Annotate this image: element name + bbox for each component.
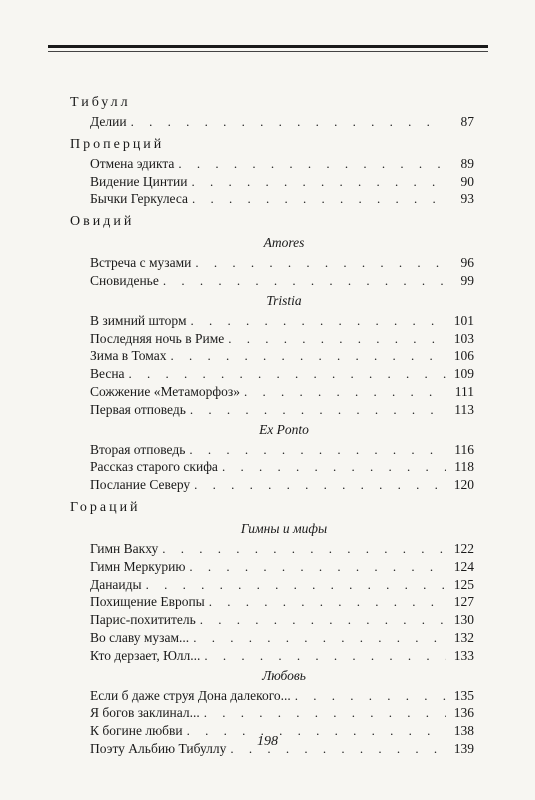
toc-entry [70, 558, 474, 576]
toc-entry [70, 113, 474, 131]
entry-title: Если б даже струя Дона далекого... [90, 687, 291, 703]
dot-leader [209, 593, 446, 611]
toc-entry [70, 347, 474, 365]
toc-entry [70, 629, 474, 647]
entry-title: Последняя ночь в Риме [90, 330, 225, 346]
author-heading: Тибулл [70, 95, 131, 110]
dot-leader [244, 383, 446, 401]
entry-page-number: 122 [453, 540, 474, 556]
dot-leader [193, 629, 446, 647]
entry-page-number: 111 [454, 383, 474, 399]
author-heading: Овидий [70, 214, 135, 230]
toc-entry [70, 476, 474, 494]
toc-entry [70, 540, 474, 558]
toc-entry [70, 401, 474, 419]
entry-title: Парис-похититель [90, 612, 196, 628]
entry-page-number: 138 [453, 723, 474, 739]
dot-leader [146, 576, 446, 594]
entry-page-number: 106 [453, 348, 474, 364]
dot-leader [190, 312, 446, 330]
entry-page-number: 118 [454, 459, 474, 475]
dot-leader [195, 254, 446, 272]
entry-title: Делии [90, 114, 127, 129]
entry-page-number: 125 [453, 576, 474, 592]
section-heading: Любовь [262, 667, 306, 683]
dot-leader [178, 155, 446, 173]
entry-title: Весна [90, 366, 125, 382]
entry-page-number: 90 [460, 173, 474, 189]
section-heading: Tristia [266, 292, 302, 308]
entry-title: Отмена эдикта [90, 155, 175, 171]
toc-entry [70, 576, 474, 594]
entry-title: Встреча с музами [90, 255, 192, 271]
entry-title: Бычки Геркулеса [90, 191, 189, 207]
dot-leader [191, 173, 446, 191]
dot-leader [204, 704, 446, 722]
section-heading: Гимны и мифы [240, 520, 328, 536]
toc-entry [70, 254, 474, 272]
toc-entry [70, 155, 474, 173]
entry-page-number: 103 [453, 330, 474, 346]
entry-page-number: 113 [454, 401, 474, 417]
section-heading: Ex Ponto [259, 421, 309, 437]
toc-entry [70, 365, 474, 383]
toc-entry [70, 611, 474, 629]
dot-leader [189, 441, 446, 459]
entry-title: Похищение Европы [90, 594, 205, 610]
entry-title: Во славу музам... [90, 629, 190, 645]
dot-leader [204, 647, 446, 665]
author-heading: Проперций [70, 136, 165, 152]
entry-title: К богине любви [90, 723, 183, 739]
toc-entry [70, 330, 474, 348]
entry-page-number: 87 [460, 114, 474, 129]
entry-page-number: 120 [453, 477, 474, 493]
toc-entry [70, 704, 474, 722]
entry-title: Зима в Томах [90, 348, 167, 364]
toc-entry [70, 173, 474, 191]
entry-title: Рассказ старого скифа [90, 459, 218, 475]
toc-entry [70, 458, 474, 476]
toc-entry [70, 272, 474, 290]
entry-page-number: 130 [453, 612, 474, 628]
toc-entry [70, 593, 474, 611]
dot-leader [190, 401, 446, 419]
page-number: 198 [257, 734, 278, 749]
dot-leader [200, 611, 446, 629]
entry-page-number: 136 [453, 705, 474, 721]
dot-leader [163, 272, 446, 290]
entry-title: Гимн Вакху [90, 540, 159, 556]
dot-leader [170, 347, 446, 365]
dot-leader [131, 113, 446, 131]
entry-page-number: 127 [453, 594, 474, 610]
entry-title: Вторая отповедь [90, 441, 186, 457]
entry-page-number: 96 [460, 255, 474, 271]
entry-page-number: 135 [453, 687, 474, 703]
toc-entry [70, 647, 474, 665]
entry-title: Видение Цинтии [90, 173, 188, 189]
entry-title: Поэту Альбию Тибуллу [90, 740, 227, 756]
toc-entry [70, 441, 474, 459]
dot-leader [194, 476, 446, 494]
header-rule-thick [48, 45, 488, 48]
entry-title: Я богов заклинал... [90, 705, 200, 721]
entry-title: Сновиденье [90, 272, 159, 288]
dot-leader [162, 540, 446, 558]
header-rule-thin [48, 51, 488, 52]
toc-entry [70, 312, 474, 330]
toc-entry [70, 383, 474, 401]
dot-leader [295, 687, 446, 705]
entry-title: Кто дерзает, Юлл... [90, 647, 201, 663]
entry-page-number: 101 [453, 312, 474, 328]
dot-leader [129, 365, 446, 383]
entry-title: Сожжение «Метаморфоз» [90, 383, 240, 399]
entry-page-number: 116 [454, 441, 474, 457]
entry-page-number: 124 [453, 558, 474, 574]
author-heading: Гораций [70, 499, 141, 515]
entry-page-number: 93 [460, 191, 474, 207]
toc-entry [70, 190, 474, 208]
table-of-contents [70, 92, 474, 758]
section-heading: Amores [263, 235, 305, 251]
dot-leader [192, 190, 446, 208]
dot-leader [228, 330, 446, 348]
entry-page-number: 132 [453, 629, 474, 645]
entry-page-number: 133 [453, 647, 474, 663]
dot-leader [222, 458, 446, 476]
entry-title: Первая отповедь [90, 401, 186, 417]
dot-leader [189, 558, 446, 576]
entry-page-number: 99 [460, 272, 474, 288]
entry-title: Данаиды [90, 576, 142, 592]
entry-title: Послание Северу [90, 477, 191, 493]
entry-page-number: 89 [460, 155, 474, 171]
entry-title: Гимн Меркурию [90, 558, 186, 574]
entry-page-number: 139 [453, 740, 474, 756]
entry-page-number: 109 [453, 366, 474, 382]
toc-entry [70, 687, 474, 705]
entry-title: В зимний шторм [90, 312, 187, 328]
